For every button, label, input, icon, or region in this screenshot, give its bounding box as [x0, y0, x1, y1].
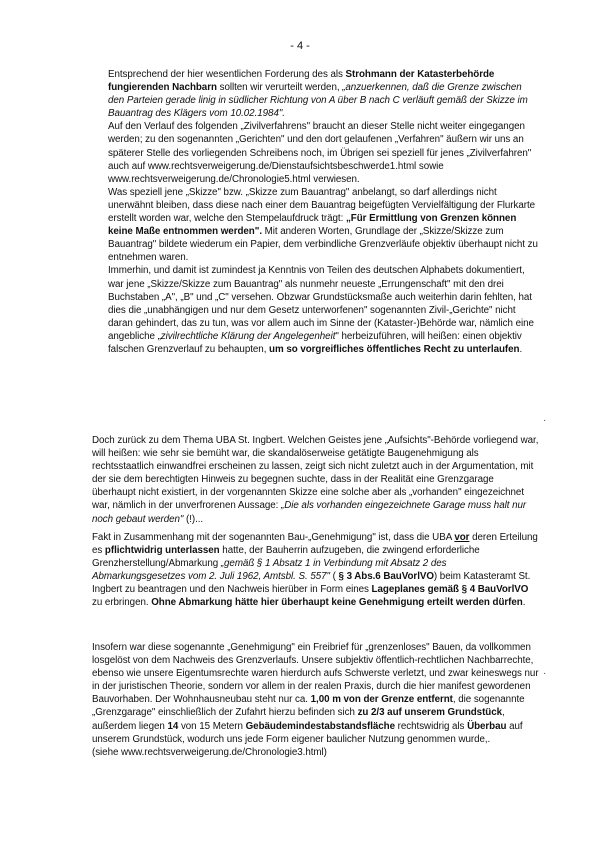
text-run: „gemäß § 1 Absatz 1 in Verbindung mit Absatz 2 des Abmarkungsgesetzes vom 2. Juli 1962, Amtsbl. S. 557": [92, 558, 447, 583]
text-run: pflichtwidrig unterlassen: [104, 545, 220, 557]
text-run: vor: [454, 532, 470, 543]
text-run: Entsprechend der hier wesentlichen Forderung des als: [108, 69, 346, 80]
text-run: „anzuerkennen, daß die Grenze zwischen den Parteien gerade linig in südlicher Richtung von A über B nach C verläuft gemäß der Skizze im Bauantrag des Klägers vom 10.02.1984".: [108, 82, 528, 120]
text-run: Auf den Verlauf des folgenden „Zivilverfahrens" braucht an dieser Stelle nicht weiter eingegangen werden; zu den sogenannten „Gerichten" und den dort gelaufenen „Verfahren" äußern wir uns an späterer Stelle des vorliegenden Schreibens noch, im Übrigen sei speziell für jenes „Zivilverfahren" auch auf www.rechtsverweigerung.de/Dienstaufsichtsbeschwerde1.html sowie www.rechtsverweigerung.de/Chronologie5.html verwiesen.: [108, 121, 532, 185]
text-run: hatte, der Bauherrin aufzugeben, die zwingend erforderliche Grenzherstellung/Abmarkung: [92, 545, 480, 570]
text-run: Strohmann der Katasterbehörde fungierenden Nachbarn: [108, 69, 495, 94]
text-run: " herbeizuführen, will heißen: einen objektiv falschen Grenzverlauf zu behaupten,: [108, 330, 522, 355]
paragraph-uba-st-ingbert: [92, 434, 540, 526]
text-run: „Die als vorhanden eingezeichnete Garage muss halt nur noch gebaut werden": [92, 500, 527, 525]
paragraph-forderung: [108, 68, 540, 120]
text-run: .: [519, 343, 523, 355]
text-run: , die sogenannte „Grenzgarage" einschließlich der Zufahrt hierzu befinden sich: [92, 694, 525, 719]
text-run: Ohne Abmarkung hätte hier überhaupt keine Genehmigung erteilt werden dürfen: [151, 597, 523, 609]
text-run: (!)...: [183, 513, 204, 525]
paragraph-alphabet: [108, 264, 540, 356]
text-run: Doch zurück zu dem Thema UBA St. Ingbert. Welchen Geistes jene „Aufsichts"-Behörde vorliegend war, will heißen: wie sehr sie bemüht war, die skandalöserweise getätigte Baugenehmigung als rechtsstaatlich einwandfrei erscheinen zu lassen, zeigt sich nicht zuletzt auch in der Argumentation, mit der sie dem berechtigten Hinweis zu begegnen suchte, dass in der Realität eine Grenzgarage überhaupt nicht existiert, in der vorgenannten Skizze eine solche aber als „vorhanden" eingezeichnet war, nämlich in der unverfrorenen Aussage:: [92, 435, 539, 512]
scan-speck: ·: [543, 415, 547, 426]
text-run: sollten wir verurteilt werden,: [216, 82, 343, 94]
text-run: ) beim Katasteramt St. Ingbert zu beantragen und den Nachweis hierüber in Form eines: [92, 571, 531, 596]
text-run: „Für Ermittlung von Grenzen können keine Maße entnommen werden".: [108, 213, 517, 238]
paragraph-skizze: [108, 186, 540, 265]
paragraph-freibrief: [92, 641, 540, 759]
text-run: rechtswidrig als: [395, 720, 468, 732]
text-run: zu 2/3 auf unserem Grundstück: [357, 707, 503, 719]
text-run: deren Erteilung es: [92, 532, 538, 557]
text-run: von 15 Metern: [178, 720, 246, 732]
text-run: Überbau: [467, 720, 507, 732]
text-run: (siehe www.rechtsverweigerung.de/Chronologie3.html): [92, 746, 327, 758]
text-run: auf unserem Grundstück, wodurch uns jede Form eigener baulicher Nutzung genommen wurde,.: [92, 720, 523, 745]
text-run: Was speziell jene „Skizze" bzw. „Skizze zum Bauantrag" anbelangt, so darf allerdings nicht unerwähnt bleiben, dass diese nach einer dem Bauantrag beigefügten Vervielfältigung der Flurkarte erstellt worden war, welche den Stempelaufdruck trägt:: [108, 186, 536, 225]
page-number: - 4 -: [290, 40, 310, 52]
text-run: .: [522, 597, 526, 609]
text-run: Mit anderen Worten, Grundlage der „Skizze/Skizze zum Bauantrag" bildete wiederum ein Papier, dem verbindliche Grenzverläufe objektiv überhaupt nicht zu entnehmen waren.: [108, 226, 538, 264]
text-run: § 3 Abs.6 BauVorlVO: [338, 571, 434, 583]
paragraph-zivilverfahren: [108, 120, 540, 185]
text-run: Lageplanes gemäß § 4 BauVorlVO: [371, 584, 529, 596]
section-verurteilung: [108, 68, 540, 356]
scan-speck: ·: [543, 668, 547, 679]
text-run: um so vorgreifliches öffentliches Recht zu unterlaufen: [269, 343, 520, 355]
text-run: Insofern war diese sogenannte „Genehmigung" ein Freibrief für „grenzenloses" Bauen, da vollkommen losgelöst von dem Nachweis des Grenzverlaufs. Unsere subjektiv öffentlich-rechtlichen Nachbarrechte, ebenso wie unsere Eigentumsrechte waren hierdurch aufs Schwerste verletzt, und zwar keineswegs nur in der juristischen Theorie, sondern vor allem in der realen Praxis, durch die hier manifest gewordenen Bauvorhaben. Der Wohnhausneubau steht nur ca.: [92, 642, 539, 706]
text-run: Immerhin, und damit ist zumindest ja Kenntnis von Teilen des deutschen Alphabets dokumentiert, war jene „Skizze/Skizze zum Bauantrag" als nunmehr neueste „Errungenschaft" mit den drei Buchstaben „A", „B" und „C" versehen. Obzwar Grundstücksmaße auch weiterhin darin fehlten, hat dies die „unabhängigen und nur dem Gesetz unterworfenen" sogenannten Zivil-„Gerichte" nicht daran gehindert, das zu tun, was vor allem auch im Sinne der (Kataster-)Behörde war, nämlich eine angebliche „: [108, 265, 534, 342]
paragraph-baugenehmigung: [92, 531, 540, 610]
text-run: , außerdem liegen: [92, 707, 505, 732]
text-run: 14: [167, 720, 179, 732]
text-run: (: [329, 571, 339, 583]
text-run: Fakt in Zusammenhang mit der sogenannten Bau-„Genehmigung" ist, dass die UBA: [92, 532, 455, 543]
text-run: zu erbringen.: [92, 597, 152, 609]
text-run: 1,00 m von der Grenze entfernt: [310, 694, 453, 706]
text-run: Gebäudemindestabstandsfläche: [245, 720, 395, 732]
text-run: zivilrechtliche Klärung der Angelegenheit: [160, 330, 336, 342]
